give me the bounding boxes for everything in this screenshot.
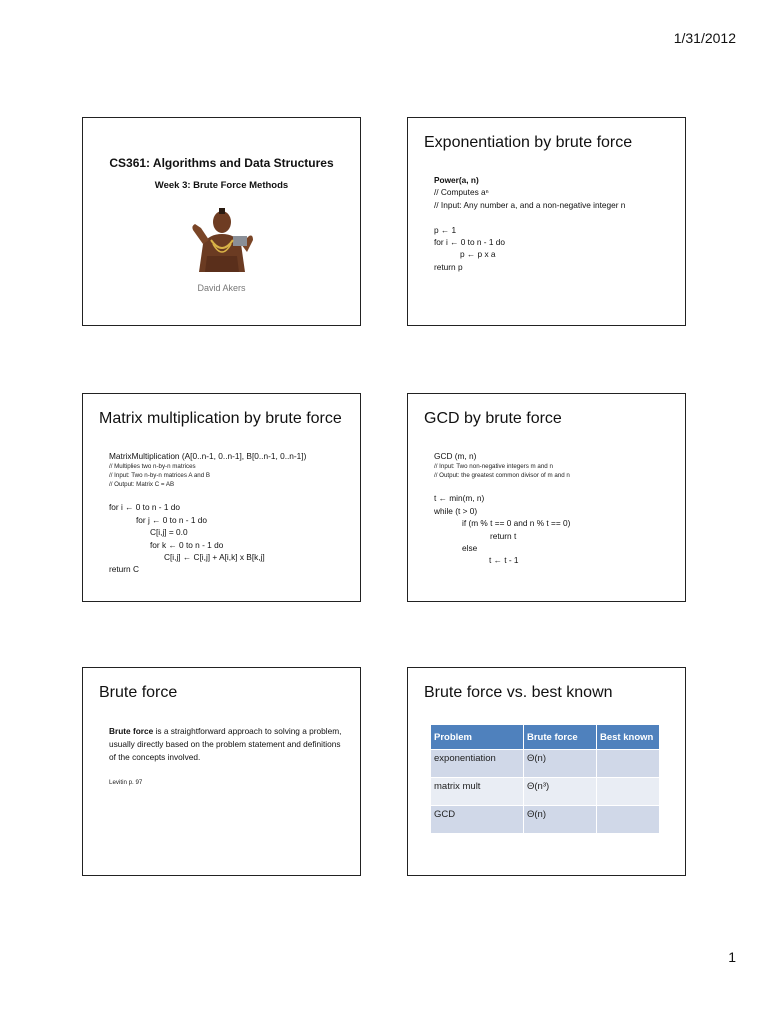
pseudocode-block bbox=[434, 450, 570, 567]
code-line: p ← 1 bbox=[434, 224, 457, 235]
code-line bbox=[434, 211, 625, 223]
code-line: for i ← 0 to n - 1 do bbox=[109, 502, 181, 513]
column-header: Problem bbox=[431, 725, 523, 749]
code-line: C[i,j] ← C[i,j] + A[i,k] x B[k,j] bbox=[164, 551, 265, 562]
code-header: GCD (m, n) bbox=[434, 451, 477, 461]
author-name: David Akers bbox=[197, 283, 246, 293]
code-line: return p bbox=[434, 261, 463, 272]
code-comment: // Input: Two n-by-n matrices A and B bbox=[109, 472, 210, 480]
citation: Levitin p. 97 bbox=[109, 779, 143, 786]
slide-matrix-multiplication bbox=[82, 393, 361, 602]
code-comment: // Multiplies two n-by-n matrices bbox=[109, 463, 196, 471]
defined-term: Brute force bbox=[109, 726, 154, 736]
slide-title bbox=[82, 117, 361, 326]
slide-heading: Brute force bbox=[99, 684, 178, 701]
code-line: p ← p x a bbox=[460, 249, 496, 260]
code-header: MatrixMultiplication (A[0..n-1, 0..n-1], B[0..n-1, 0..n-1]) bbox=[109, 451, 307, 461]
slide-comparison-table bbox=[407, 667, 686, 876]
slide-exponentiation bbox=[407, 117, 686, 326]
code-line: while (t > 0) bbox=[434, 505, 478, 516]
table-cell bbox=[597, 778, 659, 805]
pseudocode-block bbox=[109, 450, 306, 576]
definition-text bbox=[109, 725, 344, 764]
week-subtitle: Week 3: Brute Force Methods bbox=[154, 180, 289, 191]
code-comment: // Output: Matrix C = AB bbox=[109, 481, 175, 489]
code-line: return t bbox=[490, 530, 517, 541]
slide-gcd bbox=[407, 393, 686, 602]
code-line: for i ← 0 to n - 1 do bbox=[434, 236, 506, 247]
code-line: Power(a, n) bbox=[434, 175, 479, 185]
table-cell: exponentiation bbox=[431, 750, 523, 777]
code-line: // Input: Any number a, and a non-negative integer n bbox=[434, 199, 626, 210]
pseudocode-block bbox=[434, 174, 625, 273]
table-cell bbox=[597, 750, 659, 777]
table-cell bbox=[597, 806, 659, 833]
code-line: C[i,j] = 0.0 bbox=[150, 527, 188, 538]
code-line: t ← min(m, n) bbox=[434, 493, 485, 504]
definition-body: is a straightforward approach to solving a problem, usually directly based on the problem statement and definitions of the concepts involved. bbox=[109, 726, 342, 762]
slide-heading: Brute force vs. best known bbox=[424, 684, 613, 701]
table-cell: Θ(n) bbox=[524, 806, 596, 833]
column-header: Best known bbox=[597, 725, 659, 749]
page-number: 1 bbox=[728, 949, 736, 965]
table-row bbox=[431, 806, 659, 833]
slide-heading: GCD by brute force bbox=[424, 410, 562, 427]
code-line: for j ← 0 to n - 1 do bbox=[136, 514, 208, 525]
table-cell: matrix mult bbox=[431, 778, 523, 805]
table-cell: GCD bbox=[431, 806, 523, 833]
slide-heading: Exponentiation by brute force bbox=[424, 134, 633, 151]
date-header: 1/31/2012 bbox=[673, 30, 736, 46]
code-line: // Computes aⁿ bbox=[434, 187, 489, 198]
code-line: return C bbox=[109, 564, 139, 575]
code-comment: // Output: the greatest common divisor of m and n bbox=[434, 472, 570, 480]
slide-heading: Matrix multiplication by brute force bbox=[99, 410, 342, 427]
code-line: t ← t - 1 bbox=[489, 555, 519, 566]
table-row bbox=[431, 750, 659, 777]
table-header-row bbox=[431, 725, 659, 749]
slide-brute-force-definition bbox=[82, 667, 361, 876]
table-row bbox=[431, 778, 659, 805]
code-line: else bbox=[462, 542, 478, 553]
comparison-table bbox=[430, 724, 660, 834]
code-line: if (m % t == 0 and n % t == 0) bbox=[462, 518, 571, 529]
presenter-figure-image bbox=[189, 200, 255, 272]
code-comment: // Input: Two non-negative integers m and n bbox=[434, 463, 553, 471]
table-cell: Θ(n) bbox=[524, 750, 596, 777]
course-title: CS361: Algorithms and Data Structures bbox=[109, 156, 334, 170]
column-header: Brute force bbox=[524, 725, 596, 749]
table-cell: Θ(n³) bbox=[524, 778, 596, 805]
code-line: for k ← 0 to n - 1 do bbox=[150, 539, 224, 550]
